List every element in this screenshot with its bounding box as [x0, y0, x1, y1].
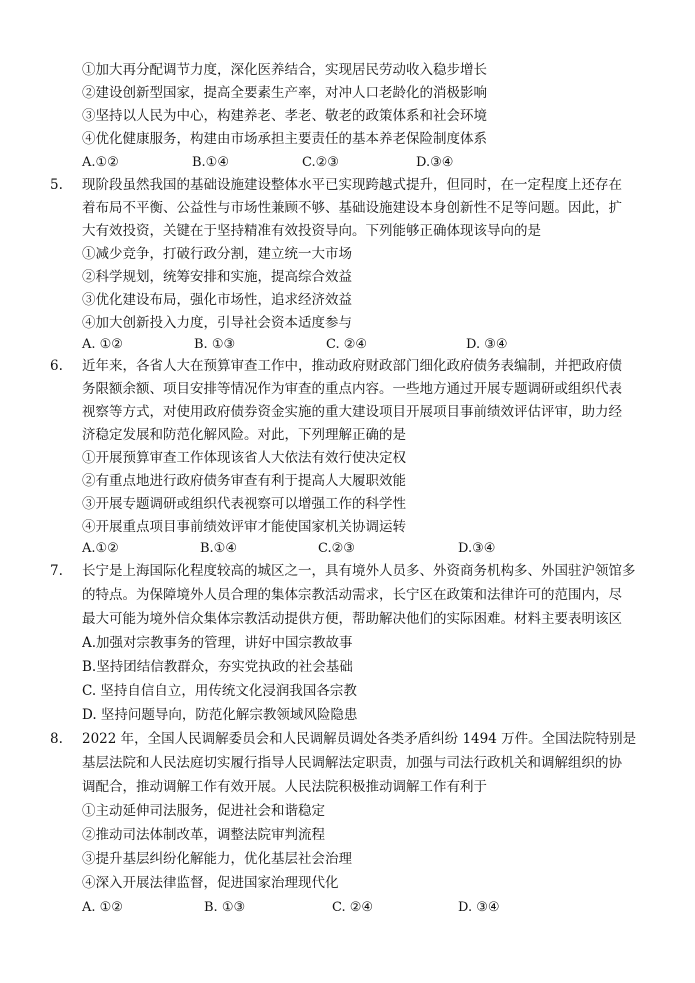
q6-stem-1: 近年来，各省人大在预算审查工作中，推动政府财政部门细化政府债务表编制，并把政府债 — [82, 358, 622, 374]
q8-option-b[interactable]: B. ①③ — [204, 900, 246, 915]
q4-option-a[interactable]: A.①② — [82, 155, 119, 170]
q8-item-4: ④深入开展法律监督，促进国家治理现代化 — [82, 875, 339, 891]
q6-item-4: ④开展重点项目事前绩效评审才能使国家机关协调运转 — [82, 519, 406, 535]
q8-stem-3: 调配合，推动调解工作有效开展。人民法院积极推动调解工作有利于 — [82, 779, 487, 795]
q8-stem-1: 2022 年，全国人民调解委员会和人民调解员调处各类矛盾纠纷 1494 万件。全国法院特别是 — [82, 731, 637, 747]
q8-item-1: ①主动延伸司法服务，促进社会和谐稳定 — [82, 803, 325, 819]
q6-number: 6. — [50, 358, 63, 374]
q8-option-d[interactable]: D. ③④ — [458, 900, 500, 915]
q5-stem-3: 大有效投资，关键在于坚持精准有效投资导向。下列能够正确体现该导向的是 — [82, 223, 541, 239]
q7-choice-d[interactable]: D. 坚持问题导向，防范化解宗教领域风险隐患 — [82, 707, 358, 723]
q5-option-c[interactable]: C. ②④ — [326, 337, 368, 352]
q8-option-a[interactable]: A. ①② — [82, 900, 123, 915]
q4-option-c[interactable]: C.②③ — [302, 155, 339, 170]
q5-item-3: ③优化建设布局，强化市场性，追求经济效益 — [82, 292, 352, 308]
q6-item-1: ①开展预算审查工作体现该省人大依法有效行使决定权 — [82, 450, 406, 466]
q8-item-2: ②推动司法体制改革，调整法院审判流程 — [82, 827, 325, 843]
q5-number: 5. — [50, 177, 63, 193]
q7-choice-a[interactable]: A.加强对宗教事务的管理，讲好中国宗教故事 — [82, 635, 353, 651]
q6-stem-3: 视察等方式，对使用政府债券资金实施的重大建设项目开展项目事前绩效评估评审，助力经 — [82, 404, 622, 420]
q6-option-b[interactable]: B.①④ — [200, 541, 237, 556]
q5-item-2: ②科学规划，统筹安排和实施，提高综合效益 — [82, 269, 352, 285]
q4-item-3: ③坚持以人民为中心，构建养老、孝老、敬老的政策体系和社会环境 — [82, 108, 487, 124]
q6-stem-4: 济稳定发展和防范化解风险。对此，下列理解正确的是 — [82, 427, 406, 443]
q5-option-d[interactable]: D. ③④ — [466, 337, 508, 352]
q5-item-1: ①减少竞争，打破行政分割，建立统一大市场 — [82, 246, 352, 262]
q7-choice-b[interactable]: B.坚持团结信教群众，夯实党执政的社会基础 — [82, 659, 353, 675]
q7-choice-c[interactable]: C. 坚持自信自立，用传统文化浸润我国各宗教 — [82, 683, 357, 699]
q7-stem-3: 最大可能为境外信众集体宗教活动提供方便，帮助解决他们的实际困难。材料主要表明该区 — [82, 611, 622, 627]
q6-option-c[interactable]: C.②③ — [318, 541, 355, 556]
q5-option-a[interactable]: A. ①② — [82, 337, 123, 352]
q6-stem-2: 务限额余额、项目安排等情况作为审查的重点内容。一些地方通过开展专题调研或组织代表 — [82, 381, 622, 397]
q7-stem-1: 长宁是上海国际化程度较高的城区之一，具有境外人员多、外资商务机构多、外国驻沪领馆多 — [82, 563, 636, 579]
q8-option-c[interactable]: C. ②④ — [332, 900, 374, 915]
q5-item-4: ④加大创新投入力度，引导社会资本适度参与 — [82, 315, 352, 331]
q7-number: 7. — [50, 563, 63, 579]
q8-item-3: ③提升基层纠纷化解能力，优化基层社会治理 — [82, 851, 352, 867]
q5-option-b[interactable]: B. ①③ — [194, 337, 236, 352]
q6-item-3: ③开展专题调研或组织代表视察可以增强工作的科学性 — [82, 496, 406, 512]
q4-item-4: ④优化健康服务，构建由市场承担主要责任的基本养老保险制度体系 — [82, 131, 487, 147]
q8-number: 8. — [50, 731, 63, 747]
q8-stem-2: 基层法院和人民法庭切实履行指导人民调解法定职责，加强与司法行政机关和调解组织的协 — [82, 755, 622, 771]
q4-item-1: ①加大再分配调节力度，深化医养结合，实现居民劳动收入稳步增长 — [82, 62, 487, 78]
q5-stem-1: 现阶段虽然我国的基础设施建设整体水平已实现跨越式提升，但同时，在一定程度上还存在 — [82, 177, 622, 193]
q5-stem-2: 着布局不平衡、公益性与市场性兼顾不够、基础设施建设本身创新性不足等问题。因此，扩 — [82, 200, 622, 216]
q6-option-a[interactable]: A.①② — [82, 541, 119, 556]
q6-item-2: ②有重点地进行政府债务审查有利于提高人大履职效能 — [82, 473, 406, 489]
q4-item-2: ②建设创新型国家，提高全要素生产率，对冲人口老龄化的消极影响 — [82, 85, 487, 101]
q4-option-b[interactable]: B.①④ — [192, 155, 229, 170]
q7-stem-2: 的特点。为保障境外人员合理的集体宗教活动需求，长宁区在政策和法律许可的范围内，尽 — [82, 587, 622, 603]
q4-option-d[interactable]: D.③④ — [416, 155, 454, 170]
q6-option-d[interactable]: D.③④ — [458, 541, 496, 556]
